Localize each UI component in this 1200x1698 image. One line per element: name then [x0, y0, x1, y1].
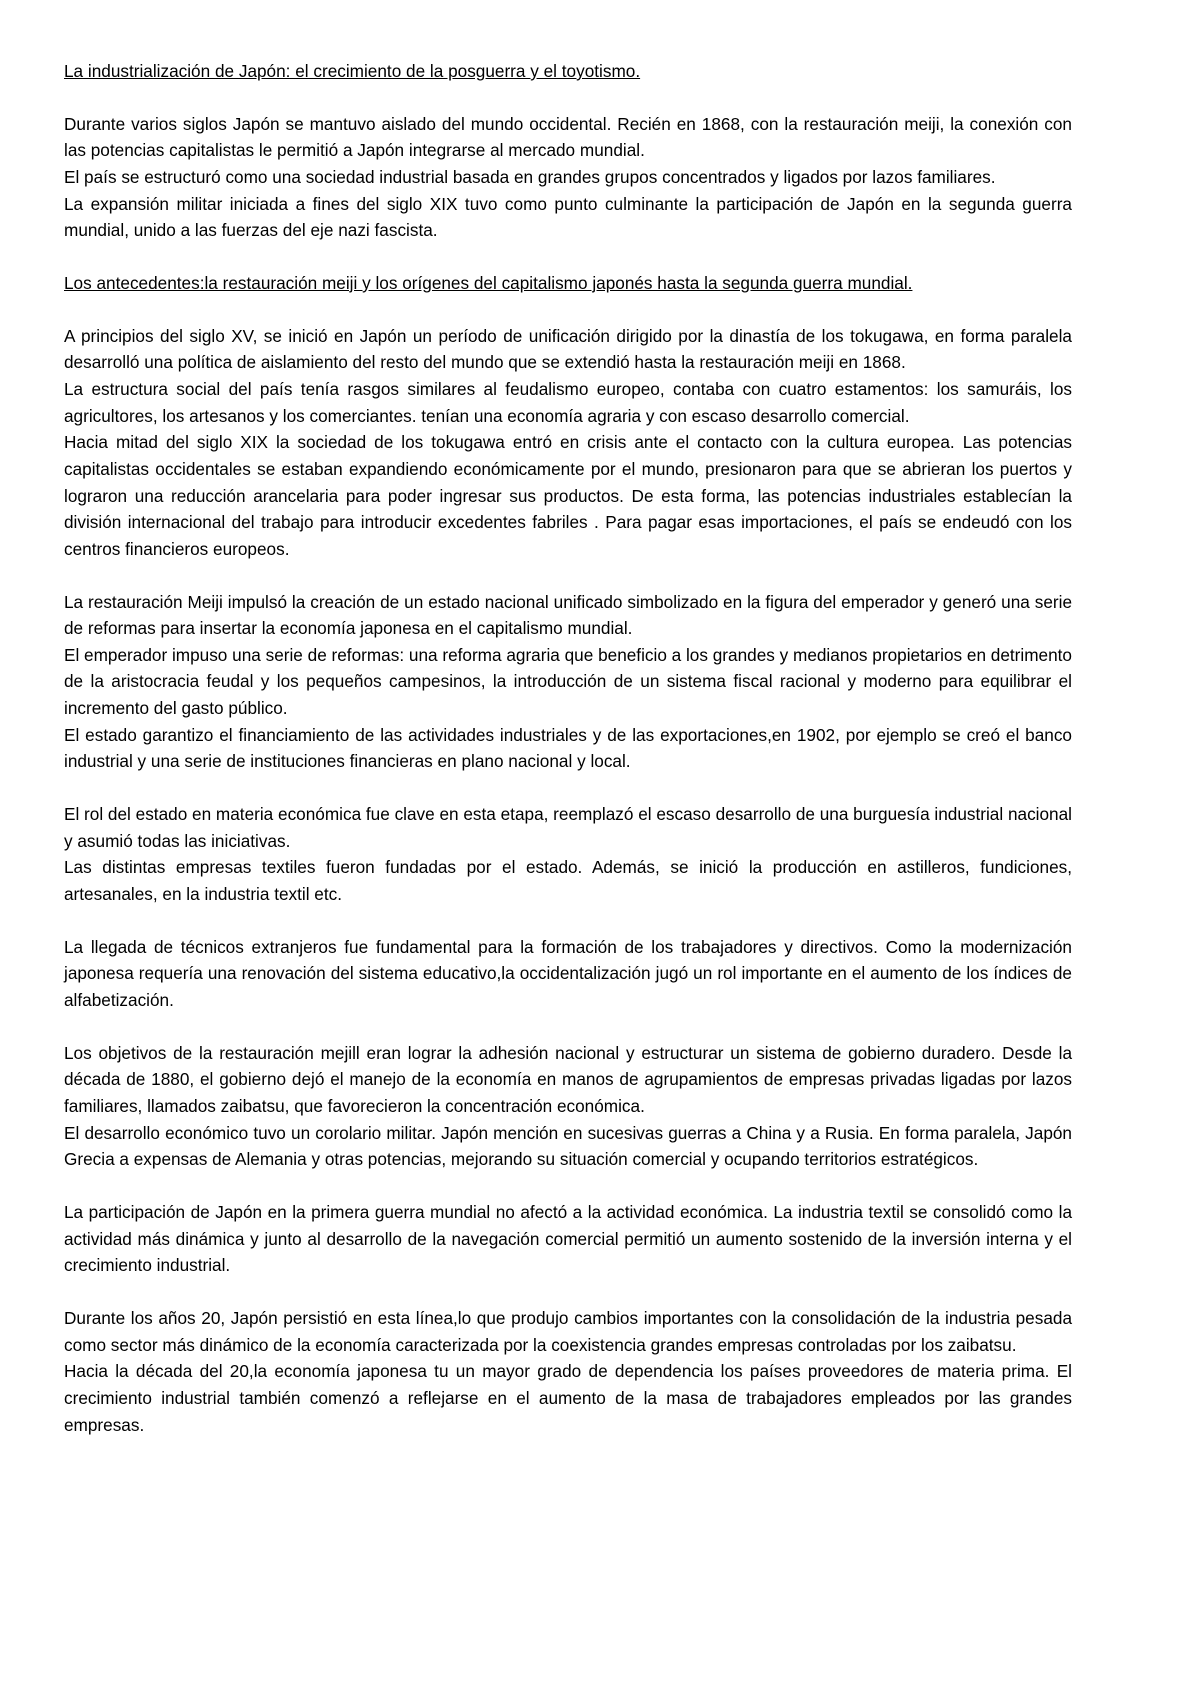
paragraph-5: La estructura social del país tenía rasgos similares al feudalismo europeo, contaba con cuatro estamentos: los samuráis, los agricultores, los artesanos y los comerciantes. tenían una economía agraria y con escaso desarrollo comercial.	[64, 378, 1072, 426]
spacer	[64, 775, 1072, 801]
paragraph-6: Hacia mitad del siglo XIX la sociedad de los tokugawa entró en crisis ante el contacto con la cultura europea. Las potencias capitalistas occidentales se estaban expandiendo económicamente por el mundo, presionaron para que se abrieran los puertos y lograron una reducción arancelaria para poder ingresar sus productos. De esta forma, las potencias industriales establecían la división internacional del trabajo para introducir excedentes fabriles . Para pagar esas importaciones, el país se endeudó con los centros financieros europeos.	[64, 432, 1072, 559]
paragraph-1: Durante varios siglos Japón se mantuvo aislado del mundo occidental. Recién en 1868, con la restauración meiji, la conexión con las potencias capitalistas le permitió a Japón integrarse al mercado mundial.	[64, 113, 1072, 161]
paragraph-17: Hacia la década del 20,la economía japonesa tu un mayor grado de dependencia los países proveedores de materia prima. El crecimiento industrial también comenzó a reflejarse en el aumento de la masa de trabajadores empleados por las grandes empresas.	[64, 1361, 1072, 1435]
document-body	[64, 58, 1072, 1438]
spacer	[64, 1014, 1072, 1040]
paragraph-10: El rol del estado en materia económica fue clave en esta etapa, reemplazó el escaso desarrollo de una burguesía industrial nacional y asumió todas las iniciativas.	[64, 804, 1072, 851]
paragraph-15: La participación de Japón en la primera guerra mundial no afectó a la actividad económica. La industria textil se consolidó como la actividad más dinámica y junto al desarrollo de la navegación comercial permitió un aumento sostenido de la inversión interna y el crecimiento industrial.	[64, 1201, 1072, 1276]
paragraph-7: La restauración Meiji impulsó la creación de un estado nacional unificado simbolizado en la figura del emperador y generó una serie de reformas para insertar la economía japonesa en el capitalismo mundial.	[64, 591, 1072, 639]
document-title-heading: La industrialización de Japón: el crecimiento de la posguerra y el toyotismo.	[64, 61, 641, 81]
paragraph-3: La expansión militar iniciada a fines del siglo XIX tuvo como punto culminante la participación de Japón en la segunda guerra mundial, unido a las fuerzas del eje nazi fascista.	[64, 193, 1072, 241]
spacer	[64, 563, 1072, 589]
spacer	[64, 85, 1072, 111]
spacer	[64, 908, 1072, 934]
section-heading: Los antecedentes:la restauración meiji y los orígenes del capitalismo japonés hasta la segunda guerra mundial.	[64, 272, 913, 293]
paragraph-9: El estado garantizo el financiamiento de las actividades industriales y de las exportaciones,en 1902, por ejemplo se creó el banco industrial y una serie de instituciones financieras en plano nacional y local.	[64, 724, 1072, 772]
paragraph-14: El desarrollo económico tuvo un corolario militar. Japón mención en sucesivas guerras a China y a Rusia. En forma paralela, Japón Grecia a expensas de Alemania y otras potencias, mejorando su situación comercial y ocupando territorios estratégicos.	[64, 1122, 1072, 1170]
paragraph-12: La llegada de técnicos extranjeros fue fundamental para la formación de los trabajadores y directivos. Como la modernización japonesa requería una renovación del sistema educativo,la occidentalización jugó un rol importante en el aumento de los índices de alfabetización.	[64, 936, 1072, 1011]
paragraph-16: Durante los años 20, Japón persistió en esta línea,lo que produjo cambios importantes con la consolidación de la industria pesada como sector más dinámico de la economía caracterizada por la coexistencia grandes empresas controladas por los zaibatsu.	[64, 1307, 1072, 1355]
paragraph-11: Las distintas empresas textiles fueron fundadas por el estado. Además, se inició la producción en astilleros, fundiciones, artesanales, en la industria textil etc.	[64, 857, 1072, 905]
paragraph-4: A principios del siglo XV, se inició en Japón un período de unificación dirigido por la dinastía de los tokugawa, en forma paralela desarrolló una política de aislamiento del resto del mundo que se extendió hasta la restauración meiji en 1868.	[64, 325, 1072, 373]
spacer	[64, 1279, 1072, 1305]
paragraph-8: El emperador impuso una serie de reformas: una reforma agraria que beneficio a los grandes y medianos propietarios en detrimento de la aristocracia feudal y los pequeños campesinos, la introducción de un sistema fiscal racional y moderno para equilibrar el incremento del gasto público.	[64, 644, 1072, 719]
paragraph-2: El país se estructuró como una sociedad industrial basada en grandes grupos concentrados y ligados por lazos familiares.	[64, 166, 996, 187]
spacer	[64, 244, 1072, 270]
spacer	[64, 297, 1072, 323]
paragraph-13: Los objetivos de la restauración mejill eran lograr la adhesión nacional y estructurar un sistema de gobierno duradero. Desde la década de 1880, el gobierno dejó el manejo de la economía en manos de agrupamientos de empresas privadas ligadas por lazos familiares, llamados zaibatsu, que favorecieron la concentración económica.	[64, 1042, 1072, 1116]
spacer	[64, 1173, 1072, 1199]
